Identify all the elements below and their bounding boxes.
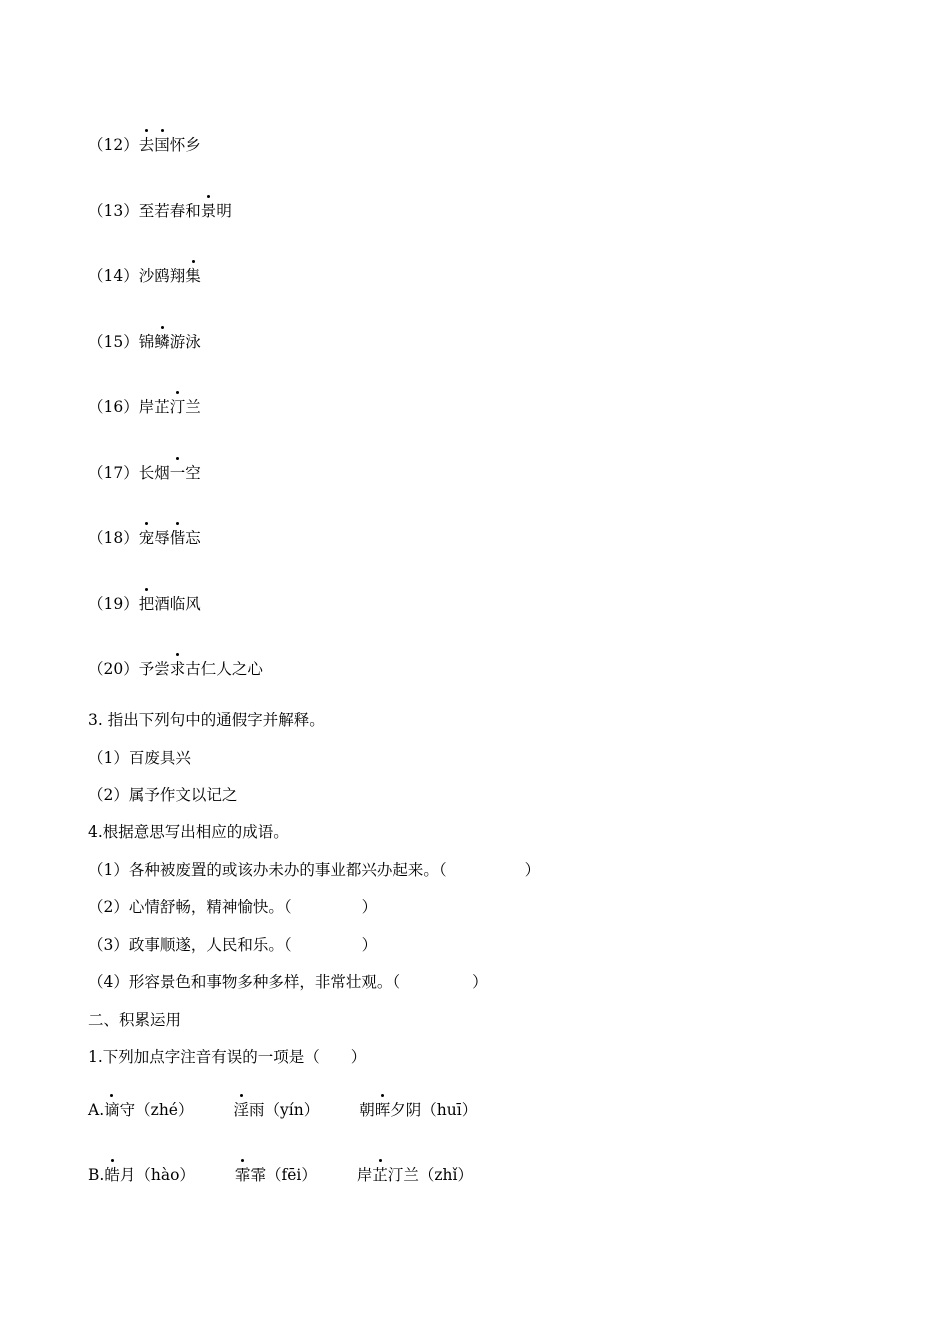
option-word xyxy=(104,1166,135,1184)
question-3-item-1: （1）百废具兴 xyxy=(88,749,191,767)
word-char: 霏 xyxy=(250,1166,266,1184)
vocab-item-number: （17） xyxy=(88,464,139,482)
vocab-char: 予 xyxy=(138,660,155,678)
question-4-item-3 xyxy=(88,935,377,955)
vocab-item-number: （14） xyxy=(88,267,139,285)
vocab-item xyxy=(88,528,201,548)
vocab-char: 尝 xyxy=(154,660,170,678)
question-4-item-1 xyxy=(88,860,540,880)
emphasized-char: 偕 xyxy=(169,529,186,547)
word-char: 阴 xyxy=(405,1101,422,1119)
vocab-item-number: （16） xyxy=(88,398,139,416)
vocab-item xyxy=(88,135,201,155)
close-paren: ） xyxy=(361,898,378,916)
option-word xyxy=(235,1166,266,1184)
vocab-item-number: （15） xyxy=(88,333,139,351)
emphasized-char: 谪 xyxy=(104,1101,120,1119)
vocab-char: 人 xyxy=(216,660,232,678)
vocab-item xyxy=(88,201,232,221)
question-4-item-4 xyxy=(88,972,488,992)
vocab-char: 古 xyxy=(185,660,201,678)
vocab-char: 空 xyxy=(185,464,201,482)
option-label: B. xyxy=(88,1166,105,1184)
emphasized-char: 景 xyxy=(200,202,217,220)
emphasized-char: 汀 xyxy=(169,398,186,416)
vocab-char: 若 xyxy=(154,202,170,220)
option-word xyxy=(359,1101,421,1119)
vocab-char: 明 xyxy=(216,202,232,220)
question-4-title: 4.根据意思写出相应的成语。 xyxy=(88,823,289,841)
vocab-char: 烟 xyxy=(154,464,170,482)
vocab-char: 临 xyxy=(169,595,186,613)
option-word xyxy=(357,1166,419,1184)
vocab-item xyxy=(88,594,201,614)
vocab-char: 泳 xyxy=(185,333,201,351)
vocab-item-number: （13） xyxy=(88,202,139,220)
word-char: 朝 xyxy=(359,1101,375,1119)
section-2-title: 二、积累运用 xyxy=(88,1011,182,1029)
vocab-item xyxy=(88,463,201,483)
vocab-item xyxy=(88,397,201,417)
question-3-title: 3. 指出下列句中的通假字并解释。 xyxy=(88,711,325,729)
question-4-item-2 xyxy=(88,897,377,917)
vocab-char: 怀 xyxy=(169,136,186,154)
pinyin: （fēi） xyxy=(265,1166,317,1184)
vocab-char: 忘 xyxy=(185,529,201,547)
question-4-item-1-text: （1）各种被废置的或该办未办的事业都兴办起来。（ xyxy=(88,861,447,879)
pinyin: （zhé） xyxy=(135,1101,194,1119)
emphasized-char: 皓 xyxy=(104,1166,120,1184)
pinyin: （zhǐ） xyxy=(418,1166,473,1184)
vocab-char: 心 xyxy=(247,660,263,678)
vocab-char: 兰 xyxy=(185,398,201,416)
emphasized-char: 晖 xyxy=(374,1101,391,1119)
vocab-item-number: （12） xyxy=(88,136,139,154)
vocab-char: 锦 xyxy=(138,333,155,351)
emphasized-char: 淫 xyxy=(233,1101,249,1119)
word-char: 兰 xyxy=(403,1166,419,1184)
vocab-char: 长 xyxy=(138,464,155,482)
pinyin: （yín） xyxy=(264,1101,320,1119)
emphasized-char: 宠 xyxy=(138,529,155,547)
vocab-char: 仁 xyxy=(200,660,217,678)
vocab-char: 春 xyxy=(169,202,186,220)
vocab-char: 沙 xyxy=(138,267,155,285)
emphasized-char: 把 xyxy=(138,595,155,613)
emphasized-char: 鳞 xyxy=(154,333,170,351)
vocab-char: 游 xyxy=(169,333,186,351)
word-char: 月 xyxy=(119,1166,136,1184)
pinyin: （hào） xyxy=(135,1166,195,1184)
emphasized-char: 一 xyxy=(169,464,186,482)
vocab-char: 翔 xyxy=(169,267,186,285)
option-b[interactable] xyxy=(88,1165,473,1185)
word-char: 夕 xyxy=(390,1101,406,1119)
vocab-char: 乡 xyxy=(185,136,201,154)
vocab-char: 风 xyxy=(185,595,201,613)
question-3-item-2: （2）属予作文以记之 xyxy=(88,786,238,804)
close-paren: ） xyxy=(361,936,378,954)
emphasized-char: 霏 xyxy=(234,1166,251,1184)
option-word xyxy=(233,1101,264,1119)
word-char: 岸 xyxy=(356,1166,373,1184)
vocab-item-number: （20） xyxy=(88,660,139,678)
option-word xyxy=(104,1101,135,1119)
emphasized-char: 求 xyxy=(169,660,186,678)
emphasized-char: 芷 xyxy=(372,1166,388,1184)
vocab-item-number: （19） xyxy=(88,595,139,613)
vocab-char: 辱 xyxy=(154,529,170,547)
option-label: A. xyxy=(88,1101,105,1119)
word-char: 雨 xyxy=(249,1101,265,1119)
vocab-char: 酒 xyxy=(154,595,170,613)
vocab-item xyxy=(88,659,263,679)
vocab-item xyxy=(88,266,201,286)
emphasized-char: 国 xyxy=(154,136,170,154)
option-a[interactable] xyxy=(88,1100,477,1120)
mc-question-1: 1.下列加点字注音有误的一项是（ ） xyxy=(88,1048,367,1066)
pinyin: （huī） xyxy=(421,1101,478,1119)
word-char: 守 xyxy=(119,1101,136,1119)
vocab-char: 至 xyxy=(138,202,155,220)
emphasized-char: 去 xyxy=(138,136,155,154)
question-4-item-3-text: （3）政事顺遂，人民和乐。（ xyxy=(88,936,292,954)
vocab-char: 和 xyxy=(185,202,201,220)
word-char: 汀 xyxy=(387,1166,404,1184)
vocab-char: 岸 xyxy=(138,398,155,416)
vocab-char: 鸥 xyxy=(154,267,170,285)
vocab-char: 芷 xyxy=(154,398,170,416)
close-paren: ） xyxy=(472,973,488,991)
close-paren: ） xyxy=(524,861,541,879)
vocab-item xyxy=(88,332,201,352)
emphasized-char: 集 xyxy=(185,267,201,285)
vocab-char: 之 xyxy=(231,660,248,678)
question-4-item-4-text: （4）形容景色和事物多种多样，非常壮观。（ xyxy=(88,973,401,991)
vocab-item-number: （18） xyxy=(88,529,139,547)
question-4-item-2-text: （2）心情舒畅，精神愉快。（ xyxy=(88,898,292,916)
